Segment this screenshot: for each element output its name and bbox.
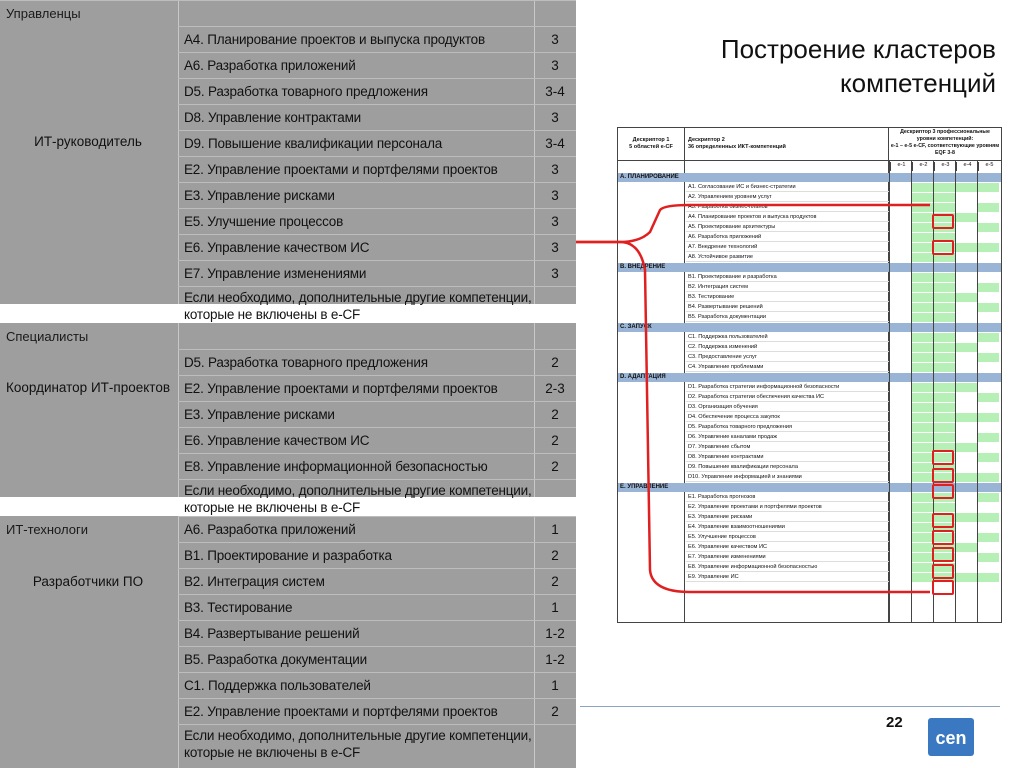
highlight-box — [932, 564, 954, 579]
level-fill — [912, 293, 933, 302]
table-row — [0, 208, 576, 234]
level-fill — [978, 393, 999, 402]
competence-item: D1. Разработка стратегии информационной безопасности — [686, 383, 890, 392]
competence-cell: B5. Разработка документации — [184, 651, 367, 667]
competence-item: A4. Планирование проектов и выпуска продуктов — [686, 213, 890, 222]
level-fill — [912, 563, 933, 572]
competence-cell: E5. Улучшение процессов — [184, 213, 344, 229]
competence-cell: C1. Поддержка пользователей — [184, 677, 371, 693]
level-fill — [912, 503, 933, 512]
category-label: Специалисты — [6, 328, 89, 344]
level-fill — [912, 203, 933, 212]
level-cell: 3 — [551, 57, 559, 73]
level-cell: 3 — [551, 31, 559, 47]
level-fill — [934, 203, 955, 212]
competence-item: D6. Управление каналами продаж — [686, 433, 890, 442]
title-line-1: Построение кластеров — [720, 34, 996, 64]
level-divider — [911, 160, 912, 622]
level-cell: 2 — [551, 432, 559, 448]
extra-line-1: Если необходимо, дополнительные другие компетенции, — [184, 290, 532, 305]
cen-logo — [926, 716, 978, 762]
level-fill — [912, 553, 933, 562]
level-fill — [912, 193, 933, 202]
level-fill — [912, 463, 933, 472]
level-fill — [934, 383, 955, 392]
competence-item: B5. Разработка документации — [686, 313, 890, 322]
table-row — [0, 104, 576, 130]
level-fill — [956, 383, 977, 392]
level-cell: 1-2 — [545, 625, 565, 641]
competence-item: E4. Управление взаимоотношениями — [686, 523, 890, 532]
highlight-box — [932, 530, 954, 545]
level-fill — [912, 213, 933, 222]
level-fill — [912, 453, 933, 462]
level-fill — [978, 243, 999, 252]
competence-item: B2. Интеграция систем — [686, 283, 890, 292]
level-fill — [912, 243, 933, 252]
level-fill — [912, 513, 933, 522]
table-row — [0, 646, 576, 672]
competence-item: E5. Улучшение процессов — [686, 533, 890, 542]
competence-cell: A6. Разработка приложений — [184, 57, 356, 73]
table-row — [0, 594, 576, 620]
level-cell: 3 — [551, 161, 559, 177]
table-row — [0, 401, 576, 427]
level-fill — [912, 573, 933, 582]
level-cell: 1 — [551, 521, 559, 537]
level-cell: 2 — [551, 354, 559, 370]
extra-line-1: Если необходимо, дополнительные другие компетенции, — [184, 483, 532, 498]
level-fill — [956, 473, 977, 482]
level-cell: 2 — [551, 458, 559, 474]
level-fill — [978, 473, 999, 482]
section-header: D. АДАПТАЦИЯ — [618, 373, 1001, 382]
level-fill — [978, 223, 999, 232]
competence-cell: E7. Управление изменениями — [184, 265, 367, 281]
level-fill — [934, 423, 955, 432]
footer-divider — [580, 706, 1000, 707]
level-fill — [978, 183, 999, 192]
level-fill — [912, 393, 933, 402]
highlight-box — [932, 580, 954, 595]
level-fill — [934, 413, 955, 422]
level-cell: 1 — [551, 599, 559, 615]
descriptor-2-header: Дескриптор 2 36 определенных ИКТ-компетенций — [688, 137, 786, 150]
competence-cell: B3. Тестирование — [184, 599, 293, 615]
level-fill — [912, 543, 933, 552]
svg-text:cen: cen — [935, 728, 967, 748]
extra-line-1: Если необходимо, дополнительные другие компетенции, — [184, 728, 532, 743]
level-fill — [912, 433, 933, 442]
competence-cell: D5. Разработка товарного предложения — [184, 354, 428, 370]
level-fill — [956, 443, 977, 452]
table-row — [0, 234, 576, 260]
competence-item: E2. Управление проектами и портфелями проектов — [686, 503, 890, 512]
competence-cell: E2. Управление проектами и портфелями проектов — [184, 380, 498, 396]
level-fill — [978, 493, 999, 502]
table-row — [0, 52, 576, 78]
competence-item: D4. Обеспечение процесса закупок — [686, 413, 890, 422]
level-cell: 2 — [551, 406, 559, 422]
competence-item: D8. Управление контрактами — [686, 453, 890, 462]
level-fill — [934, 333, 955, 342]
competence-cell: E6. Управление качеством ИС — [184, 239, 370, 255]
level-fill — [934, 433, 955, 442]
level-fill — [956, 343, 977, 352]
descriptor-1-header: Дескриптор 1 5 областей e-CF — [629, 137, 673, 150]
level-fill — [912, 233, 933, 242]
highlight-box — [932, 240, 954, 255]
level-cell: 3 — [551, 187, 559, 203]
competence-cell: A4. Планирование проектов и выпуска продуктов — [184, 31, 485, 47]
competence-item: D9. Повышение квалификации персонала — [686, 463, 890, 472]
competence-cell: E3. Управление рисками — [184, 406, 335, 422]
level-cell: 3 — [551, 265, 559, 281]
level-fill — [912, 443, 933, 452]
level-fill — [912, 183, 933, 192]
level-fill — [912, 353, 933, 362]
competence-item: E1. Разработка прогнозов — [686, 493, 890, 502]
level-fill — [956, 513, 977, 522]
level-fill — [956, 543, 977, 552]
level-fill — [978, 533, 999, 542]
level-fill — [912, 333, 933, 342]
level-header: e-1 — [890, 162, 912, 171]
level-cell: 3 — [551, 109, 559, 125]
competence-cell: D5. Разработка товарного предложения — [184, 83, 428, 99]
competence-cell: E8. Управление информационной безопасностью — [184, 458, 488, 474]
table-row — [0, 427, 576, 453]
highlight-box — [932, 513, 954, 528]
level-fill — [956, 413, 977, 422]
level-divider — [977, 160, 978, 622]
level-fill — [978, 333, 999, 342]
competence-cell: E6. Управление качеством ИС — [184, 432, 370, 448]
competence-item: B4. Развертывание решений — [686, 303, 890, 312]
table-row — [0, 620, 576, 646]
level-header: e-4 — [956, 162, 978, 171]
extra-competencies-row — [0, 479, 576, 519]
competence-cell: E2. Управление проектами и портфелями проектов — [184, 703, 498, 719]
level-fill — [912, 303, 933, 312]
competence-item: A6. Разработка приложений — [686, 233, 890, 242]
level-fill — [912, 363, 933, 372]
competence-item: A7. Внедрение технологий — [686, 243, 890, 252]
table-row — [0, 182, 576, 208]
level-fill — [978, 203, 999, 212]
competence-cell: B1. Проектирование и разработка — [184, 547, 392, 563]
level-fill — [978, 303, 999, 312]
competence-cell: B2. Интеграция систем — [184, 573, 325, 589]
extra-line-2: которые не включены в e-CF — [184, 307, 361, 322]
level-fill — [978, 513, 999, 522]
level-fill — [912, 403, 933, 412]
competence-item: A8. Устойчивое развитие — [686, 253, 890, 262]
slide-title — [721, 32, 996, 100]
competence-item: C3. Предоставление услуг — [686, 353, 890, 362]
table-developers — [0, 516, 576, 768]
extra-competencies-row — [0, 286, 576, 326]
title-line-2: компетенций — [839, 68, 996, 98]
level-fill — [912, 423, 933, 432]
extra-line-2: которые не включены в e-CF — [184, 500, 361, 515]
table-it-manager — [0, 0, 576, 322]
competence-item: C1. Поддержка пользователей — [686, 333, 890, 342]
competence-item: A1. Согласование ИС и бизнес-стратегии — [686, 183, 890, 192]
category-label: ИТ-технологи — [6, 521, 88, 537]
descriptor-3-header: Дескриптор 3 профессиональные уровни компетенций: e-1 – e-5 e-CF, соответствующие уровням EQF 3-8 — [890, 129, 1000, 156]
competence-cell: D9. Повышение квалификации персонала — [184, 135, 443, 151]
table-row — [0, 26, 576, 52]
level-fill — [934, 293, 955, 302]
table-row — [0, 453, 576, 479]
level-fill — [934, 403, 955, 412]
level-fill — [912, 473, 933, 482]
table-row — [0, 260, 576, 286]
level-cell: 2 — [551, 573, 559, 589]
role-label: Разработчики ПО — [32, 574, 144, 589]
level-fill — [934, 343, 955, 352]
level-fill — [978, 353, 999, 362]
highlight-box — [932, 468, 954, 483]
table-project-coordinator — [0, 323, 576, 515]
competence-cell: A6. Разработка приложений — [184, 521, 356, 537]
highlight-box — [932, 214, 954, 229]
level-fill — [956, 183, 977, 192]
level-fill — [956, 573, 977, 582]
level-fill — [934, 303, 955, 312]
level-fill — [934, 273, 955, 282]
competence-cell: D8. Управление контрактами — [184, 109, 361, 125]
level-fill — [934, 313, 955, 322]
competence-item: D2. Разработка стратегии обеспечения качества ИС — [686, 393, 890, 402]
level-fill — [934, 193, 955, 202]
level-fill — [912, 223, 933, 232]
level-fill — [912, 493, 933, 502]
table-row — [0, 672, 576, 698]
level-fill — [978, 433, 999, 442]
level-fill — [978, 453, 999, 462]
competence-cell: E3. Управление рисками — [184, 187, 335, 203]
extra-line-2: которые не включены в e-CF — [184, 745, 361, 760]
level-fill — [912, 533, 933, 542]
competence-item: E7. Управление изменениями — [686, 553, 890, 562]
level-header: e-5 — [978, 162, 1000, 171]
level-fill — [912, 313, 933, 322]
level-fill — [934, 353, 955, 362]
table-row — [0, 156, 576, 182]
level-divider — [889, 160, 890, 622]
category-label: Управленцы — [6, 5, 81, 21]
competence-item: E6. Управление качеством ИС — [686, 543, 890, 552]
table-row — [0, 375, 576, 401]
extra-competencies-row — [0, 724, 576, 764]
level-fill — [934, 363, 955, 372]
page-number: 22 — [886, 714, 903, 731]
level-fill — [978, 553, 999, 562]
competence-item: B1. Проектирование и разработка — [686, 273, 890, 282]
highlight-box — [932, 547, 954, 562]
level-divider — [955, 160, 956, 622]
level-cell: 1 — [551, 677, 559, 693]
competence-cell: E2. Управление проектами и портфелями проектов — [184, 161, 498, 177]
competence-item: E3. Управление рисками — [686, 513, 890, 522]
section-header: C. ЗАПУСК — [618, 323, 1001, 332]
level-fill — [934, 183, 955, 192]
section-header: A. ПЛАНИРОВАНИЕ — [618, 173, 1001, 182]
competence-item: D5. Разработка товарного предложения — [686, 423, 890, 432]
level-header: e-3 — [934, 162, 956, 171]
role-label: Координатор ИТ-проектов — [5, 380, 170, 395]
level-fill — [934, 503, 955, 512]
level-fill — [934, 393, 955, 402]
level-cell: 3 — [551, 239, 559, 255]
competence-item: A5. Проектирование архитектуры — [686, 223, 890, 232]
competence-item: C4. Управление проблемами — [686, 363, 890, 372]
level-fill — [912, 383, 933, 392]
level-fill — [912, 253, 933, 262]
competence-item: B3. Тестирование — [686, 293, 890, 302]
level-fill — [912, 283, 933, 292]
level-fill — [978, 283, 999, 292]
section-header: B. ВНЕДРЕНИЕ — [618, 263, 1001, 272]
level-cell: 2 — [551, 547, 559, 563]
role-label: ИТ-руководитель — [34, 134, 142, 149]
competence-item: A2. Управлением уровнем услуг — [686, 193, 890, 202]
table-row — [0, 349, 576, 375]
section-header: E. УПРАВЛЕНИЕ — [618, 483, 1001, 492]
competence-item: E8. Управление информационной безопасностью — [686, 563, 890, 572]
level-cell: 3-4 — [545, 83, 565, 99]
level-fill — [956, 293, 977, 302]
competence-item: D10. Управление информацией и знаниями — [686, 473, 890, 482]
competence-item: E9. Управление ИС — [686, 573, 890, 582]
competence-item: C2. Поддержка изменений — [686, 343, 890, 352]
level-fill — [912, 413, 933, 422]
level-fill — [978, 413, 999, 422]
level-cell: 3 — [551, 213, 559, 229]
highlight-box — [932, 450, 954, 465]
level-cell: 3-4 — [545, 135, 565, 151]
competence-cell: B4. Развертывание решений — [184, 625, 360, 641]
competence-item: D7. Управление сбытом — [686, 443, 890, 452]
table-row — [0, 542, 576, 568]
level-cell: 2 — [551, 703, 559, 719]
level-fill — [934, 283, 955, 292]
competence-item: A3. Разработка бизнес-планов — [686, 203, 890, 212]
level-fill — [912, 523, 933, 532]
level-header: e-2 — [912, 162, 934, 171]
level-fill — [956, 213, 977, 222]
competence-item: D3. Организация обучения — [686, 403, 890, 412]
level-fill — [912, 273, 933, 282]
level-fill — [956, 243, 977, 252]
level-cell: 1-2 — [545, 651, 565, 667]
highlight-box — [932, 484, 954, 499]
level-fill — [978, 573, 999, 582]
table-row — [0, 698, 576, 724]
table-row — [0, 568, 576, 594]
table-row — [0, 516, 576, 542]
level-fill — [912, 343, 933, 352]
table-row — [0, 130, 576, 156]
level-cell: 2-3 — [545, 380, 565, 396]
table-row — [0, 78, 576, 104]
